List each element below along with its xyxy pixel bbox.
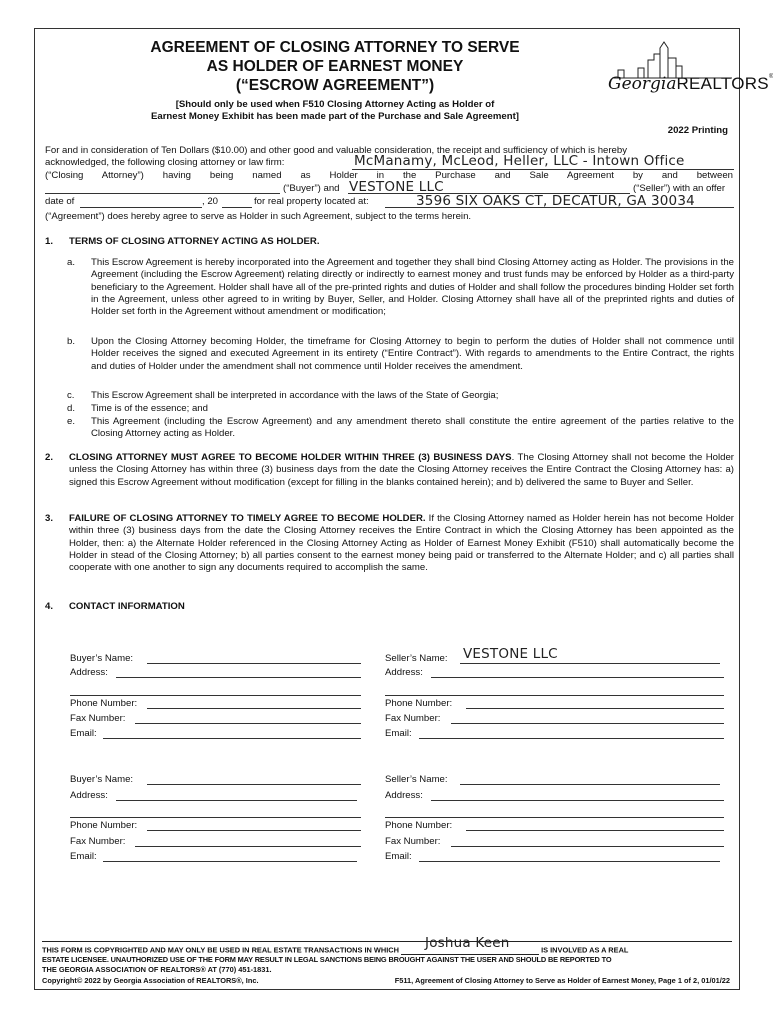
buyer1-fax-label: Fax Number: [70, 713, 126, 724]
form-title-line2: AS HOLDER OF EARNEST MONEY [206, 58, 464, 75]
seller1-email-field[interactable] [419, 728, 724, 739]
offer-date-field[interactable] [80, 196, 202, 208]
buyer1-name-label: Buyer’s Name: [70, 653, 134, 664]
footer-copyright: Copyright© 2022 by Georgia Association of REALTORS®, Inc. [42, 976, 259, 985]
section1-number: 1. [45, 236, 54, 247]
seller1-fax-field[interactable] [451, 713, 724, 724]
buyer2-fax-field[interactable] [135, 836, 361, 847]
buyer2-email-field[interactable] [103, 851, 357, 862]
section3-heading: FAILURE OF CLOSING ATTORNEY TO TIMELY AGREE TO BECOME HOLDER. [69, 513, 426, 524]
footer-line2: ESTATE LICENSEE. UNAUTHORIZED USE OF THE FORM MAY RESULT IN LEGAL SANCTIONS BEING BROUGHT AGAINST THE USER AND SHOULD BE REPORTED TO [42, 955, 612, 964]
buyer1-email-field[interactable] [103, 728, 361, 739]
section1-item-e-label: e. [67, 416, 76, 427]
seller2-name-field[interactable] [460, 774, 720, 785]
logo-wordmark [608, 74, 773, 94]
buyer2-address-label: Address: [70, 790, 108, 801]
form-title-line1: AGREEMENT OF CLOSING ATTORNEY TO SERVE [150, 39, 520, 56]
footer-divider [42, 941, 732, 942]
intro-line2: acknowledged, the following closing attorney or law firm: [45, 157, 285, 168]
buyer-field[interactable] [45, 182, 280, 194]
intro-date-label: date of [45, 196, 75, 207]
buyer2-phone-label: Phone Number: [70, 820, 138, 831]
section2-number: 2. [45, 452, 54, 463]
buyer2-fax-label: Fax Number: [70, 836, 126, 847]
buyer1-name-field[interactable] [147, 653, 361, 664]
intro-line1: For and in consideration of Ten Dollars ($10.00) and other good and valuable consideration, the receipt and sufficiency of which is hereby [45, 145, 628, 156]
licensee-field[interactable] [401, 935, 539, 955]
buyer2-address-field[interactable] [116, 790, 357, 801]
seller1-fax-label: Fax Number: [385, 713, 441, 724]
footer-line3: THE GEORGIA ASSOCIATION OF REALTORS® AT (770) 451-1831. [42, 965, 272, 974]
section4-heading: CONTACT INFORMATION [69, 601, 185, 612]
section1-item-d-label: d. [67, 403, 76, 414]
buyer2-phone-field[interactable] [147, 820, 361, 831]
footer-line1-start: THIS FORM IS COPYRIGHTED AND MAY ONLY BE USED IN REAL ESTATE TRANSACTIONS IN WHICH [42, 945, 399, 955]
seller1-phone-label: Phone Number: [385, 698, 453, 709]
seller-value: VESTONE LLC [349, 179, 444, 195]
intro-property-label: for real property located at: [254, 196, 369, 207]
property-address-value: 3596 SIX OAKS CT, DECATUR, GA 30034 [416, 193, 695, 209]
seller1-email-label: Email: [385, 728, 412, 739]
buyer2-name-label: Buyer’s Name: [70, 774, 134, 785]
section2-heading: CLOSING ATTORNEY MUST AGREE TO BECOME HOLDER WITHIN THREE (3) BUSINESS DAYS [69, 452, 512, 463]
section2-body [69, 452, 734, 489]
section3-body [69, 513, 734, 574]
seller1-address-field-2[interactable] [385, 685, 724, 696]
seller2-name-label: Seller’s Name: [385, 774, 448, 785]
intro-line6: (“Agreement”) does hereby agree to serve as Holder in such Agreement, subject to the terms herein. [45, 211, 472, 222]
form-title-line3: (“ESCROW AGREEMENT”) [235, 77, 435, 94]
section4-number: 4. [45, 601, 54, 612]
logo-realtors: REALTORS [676, 74, 769, 93]
section1-heading: TERMS OF CLOSING ATTORNEY ACTING AS HOLDER. [69, 236, 320, 247]
intro-line3: (“Closing Attorney”) having being named as Holder in the Purchase and Sale Agreement by and between [45, 170, 733, 181]
seller2-phone-label: Phone Number: [385, 820, 453, 831]
seller2-address-field[interactable] [431, 790, 724, 801]
buyer1-address-label: Address: [70, 667, 108, 678]
buyer1-address-field-2[interactable] [70, 685, 361, 696]
buyer1-email-label: Email: [70, 728, 97, 739]
seller2-address-field-2[interactable] [385, 807, 724, 818]
licensee-value: Joshua Keen [425, 935, 510, 951]
section3-number: 3. [45, 513, 54, 524]
logo-georgia: Georgia [608, 74, 677, 94]
seller1-address-label: Address: [385, 667, 423, 678]
printing-year: 2022 Printing [667, 125, 728, 136]
footer-line1 [42, 935, 732, 955]
intro-line4-seller-label: (“Seller”) with an offer [633, 183, 726, 194]
seller2-email-field[interactable] [419, 851, 720, 862]
footer-line1-end: IS INVOLVED AS A REAL [541, 945, 629, 955]
seller2-phone-field[interactable] [466, 820, 724, 831]
usage-note-line2: Earnest Money Exhibit has been made part of the Purchase and Sale Agreement] [150, 111, 520, 122]
buyer1-address-field[interactable] [116, 667, 361, 678]
section1-item-a: This Escrow Agreement is hereby incorporated into the Agreement and together they shall bind Closing Attorney acting as Holder. The provisions in the Agreement (including the Escrow Agreement) relating directly or indirectly to earnest money and trust funds may be enforced by Holder as a third-party beneficiary to the Agreement. Holder shall have all of the pre-printed rights and duties of Holder and shall follow the procedures binding Holder set forth in the Agreement, unless other agreed to in writing by Buyer, Seller, and Holder. Closing Attorney shall have all of the preprinted rights and duties of Holder set forth in the Agreement without amendment or modification; [91, 257, 734, 318]
seller2-fax-label: Fax Number: [385, 836, 441, 847]
seller1-name-value: VESTONE LLC [463, 646, 558, 662]
section1-item-b-label: b. [67, 336, 76, 347]
seller2-email-label: Email: [385, 851, 412, 862]
offer-year-field[interactable] [222, 196, 252, 208]
seller1-name-label: Seller’s Name: [385, 653, 448, 664]
logo-registered-mark: ® [768, 74, 773, 80]
intro-line4-buyer-label: (“Buyer”) and [283, 183, 340, 194]
section2-text: . The Closing Attorney shall not become the Holder unless the Closing Attorney has within three (3) business days from the date the Closing Attorney receives the Entire Contract the Closing Attorney has: a) signed this Escrow Agreement without modification (except for filling in the blanks contained herein); and b) delivered the same to Buyer and Seller. [69, 452, 734, 488]
buyer1-fax-field[interactable] [135, 713, 361, 724]
footer-form-id: F511, Agreement of Closing Attorney to Serve as Holder of Earnest Money, Page 1 of 2, 01/01/22 [394, 976, 730, 985]
section3-text: If the Closing Attorney named as Holder herein has not become Holder within three (3) business days from the date the Closing Attorney receives the Entire Contract in which the Closing Attorney has been appointed as the Holder, then: a) the Alternate Holder referenced in the Closing Attorney Acting as Holder of Earnest Money Exhibit (F510) shall automatically become the Holder in stead of the Closing Attorney; b) all parties consent to the earnest money being paid or transferred to the Alternate Holder; and c) all parties shall cooperate with one another to sign any documents required to accomplish the same. [69, 513, 734, 574]
usage-note-line1: [Should only be used when F510 Closing Attorney Acting as Holder of [175, 99, 495, 110]
buyer1-phone-label: Phone Number: [70, 698, 138, 709]
law-firm-value: McManamy, McLeod, Heller, LLC - Intown Office [354, 153, 685, 169]
georgia-realtors-logo [608, 40, 773, 102]
buyer1-phone-field[interactable] [147, 698, 361, 709]
seller1-address-field[interactable] [431, 667, 724, 678]
intro-year-label: , 20 [202, 196, 219, 207]
section1-item-a-label: a. [67, 257, 76, 268]
seller2-fax-field[interactable] [451, 836, 724, 847]
section1-item-b: Upon the Closing Attorney becoming Holder, the timeframe for Closing Attorney to begin to perform the duties of Holder shall not commence until Holder receives the signed and executed Agreement in its entirety (“Entire Contract”). With regards to amendments to the Entire Contract, the rights and duties of Holder under the amendment shall not commence until Holder receives the amendment. [91, 336, 734, 372]
section1-item-c: This Escrow Agreement shall be interpreted in accordance with the laws of the State of Georgia; [91, 390, 499, 401]
section1-item-c-label: c. [67, 390, 75, 401]
section1-item-d: Time is of the essence; and [91, 403, 208, 414]
buyer2-name-field[interactable] [147, 774, 361, 785]
section1-item-e: This Agreement (including the Escrow Agreement) and any amendment thereto shall constitute the entire agreement of the parties relative to the Closing Attorney acting as Holder. [91, 416, 734, 440]
buyer2-address-field-2[interactable] [70, 807, 361, 818]
buyer2-email-label: Email: [70, 851, 97, 862]
seller2-address-label: Address: [385, 790, 423, 801]
seller1-phone-field[interactable] [466, 698, 724, 709]
